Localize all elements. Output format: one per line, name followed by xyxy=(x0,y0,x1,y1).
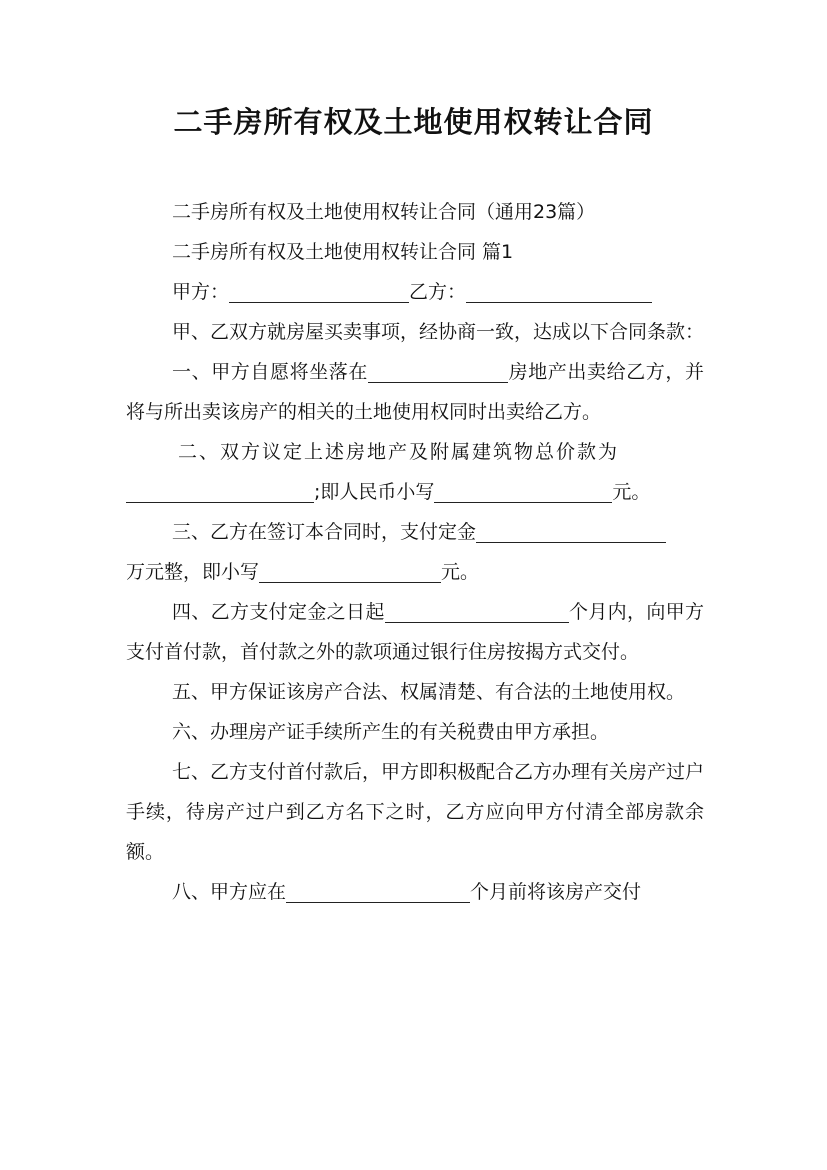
clause-8 xyxy=(126,872,704,912)
party-a-label: 甲方： xyxy=(172,281,230,303)
party-b-blank xyxy=(466,278,652,303)
clause-1-start: 一、甲方自愿将坐落在 xyxy=(172,361,368,383)
clause-4 xyxy=(126,592,704,672)
party-b-label: 乙方： xyxy=(409,281,467,303)
clause-2-end: 元。 xyxy=(612,481,651,503)
section-heading: 二手房所有权及土地使用权转让合同 篇1 xyxy=(172,241,514,263)
document-title: 二手房所有权及土地使用权转让合同 xyxy=(173,105,654,139)
clause-1-location-blank xyxy=(368,358,508,383)
clause-7: 七、乙方支付首付款后，甲方即积极配合乙方办理有关房产过户手续，待房产过户到乙方名下之时，乙方应向甲方付清全部房款余额。 xyxy=(126,761,705,863)
clause-2-start: 二、双方议定上述房地产及附属建筑物总价款为 xyxy=(178,441,620,463)
party-a-blank xyxy=(229,278,409,303)
document-subtitle: 二手房所有权及土地使用权转让合同（通用23篇） xyxy=(172,201,596,223)
clause-2 xyxy=(126,432,704,472)
clause-2-total-blank xyxy=(126,478,314,503)
clause-3-deposit-blank xyxy=(476,518,666,543)
clause-5: 五、甲方保证该房产合法、权属清楚、有合法的土地使用权。 xyxy=(172,681,686,703)
clause-8-start: 八、甲方应在 xyxy=(172,881,287,903)
clause-4-start: 四、乙方支付定金之日起 xyxy=(172,601,385,623)
document-body xyxy=(126,192,704,912)
clause-2-mid: ;即人民币小写 xyxy=(314,481,435,503)
clause-2-amounts xyxy=(126,472,704,512)
parties-line xyxy=(126,272,704,312)
clause-3-line-1 xyxy=(126,512,704,552)
clause-2-lowercase-blank xyxy=(434,478,612,503)
clause-3-start: 三、乙方在签订本合同时，支付定金 xyxy=(172,521,477,543)
clause-3-lowercase-blank xyxy=(259,558,441,583)
clause-3-end: 元。 xyxy=(441,561,480,583)
clause-3-line-2 xyxy=(126,552,704,592)
clause-8-months-blank xyxy=(286,878,470,903)
clause-1 xyxy=(126,352,704,432)
intro-paragraph: 甲、乙双方就房屋买卖事项，经协商一致，达成以下合同条款： xyxy=(172,321,705,343)
clause-4-months-blank xyxy=(385,598,569,623)
clause-1-end: 房地产出卖给乙方，并将与所出卖该房产的相关的土地使用权同时出卖给乙方。 xyxy=(126,361,704,423)
clause-6: 六、办理房产证手续所产生的有关税费由甲方承担。 xyxy=(172,721,610,743)
clause-3-mid: 万元整，即小写 xyxy=(126,561,260,583)
clause-8-end: 个月前将该房产交付 xyxy=(470,881,642,903)
clause-4-end: 个月内，向甲方支付首付款，首付款之外的款项通过银行住房按揭方式交付。 xyxy=(126,601,704,663)
